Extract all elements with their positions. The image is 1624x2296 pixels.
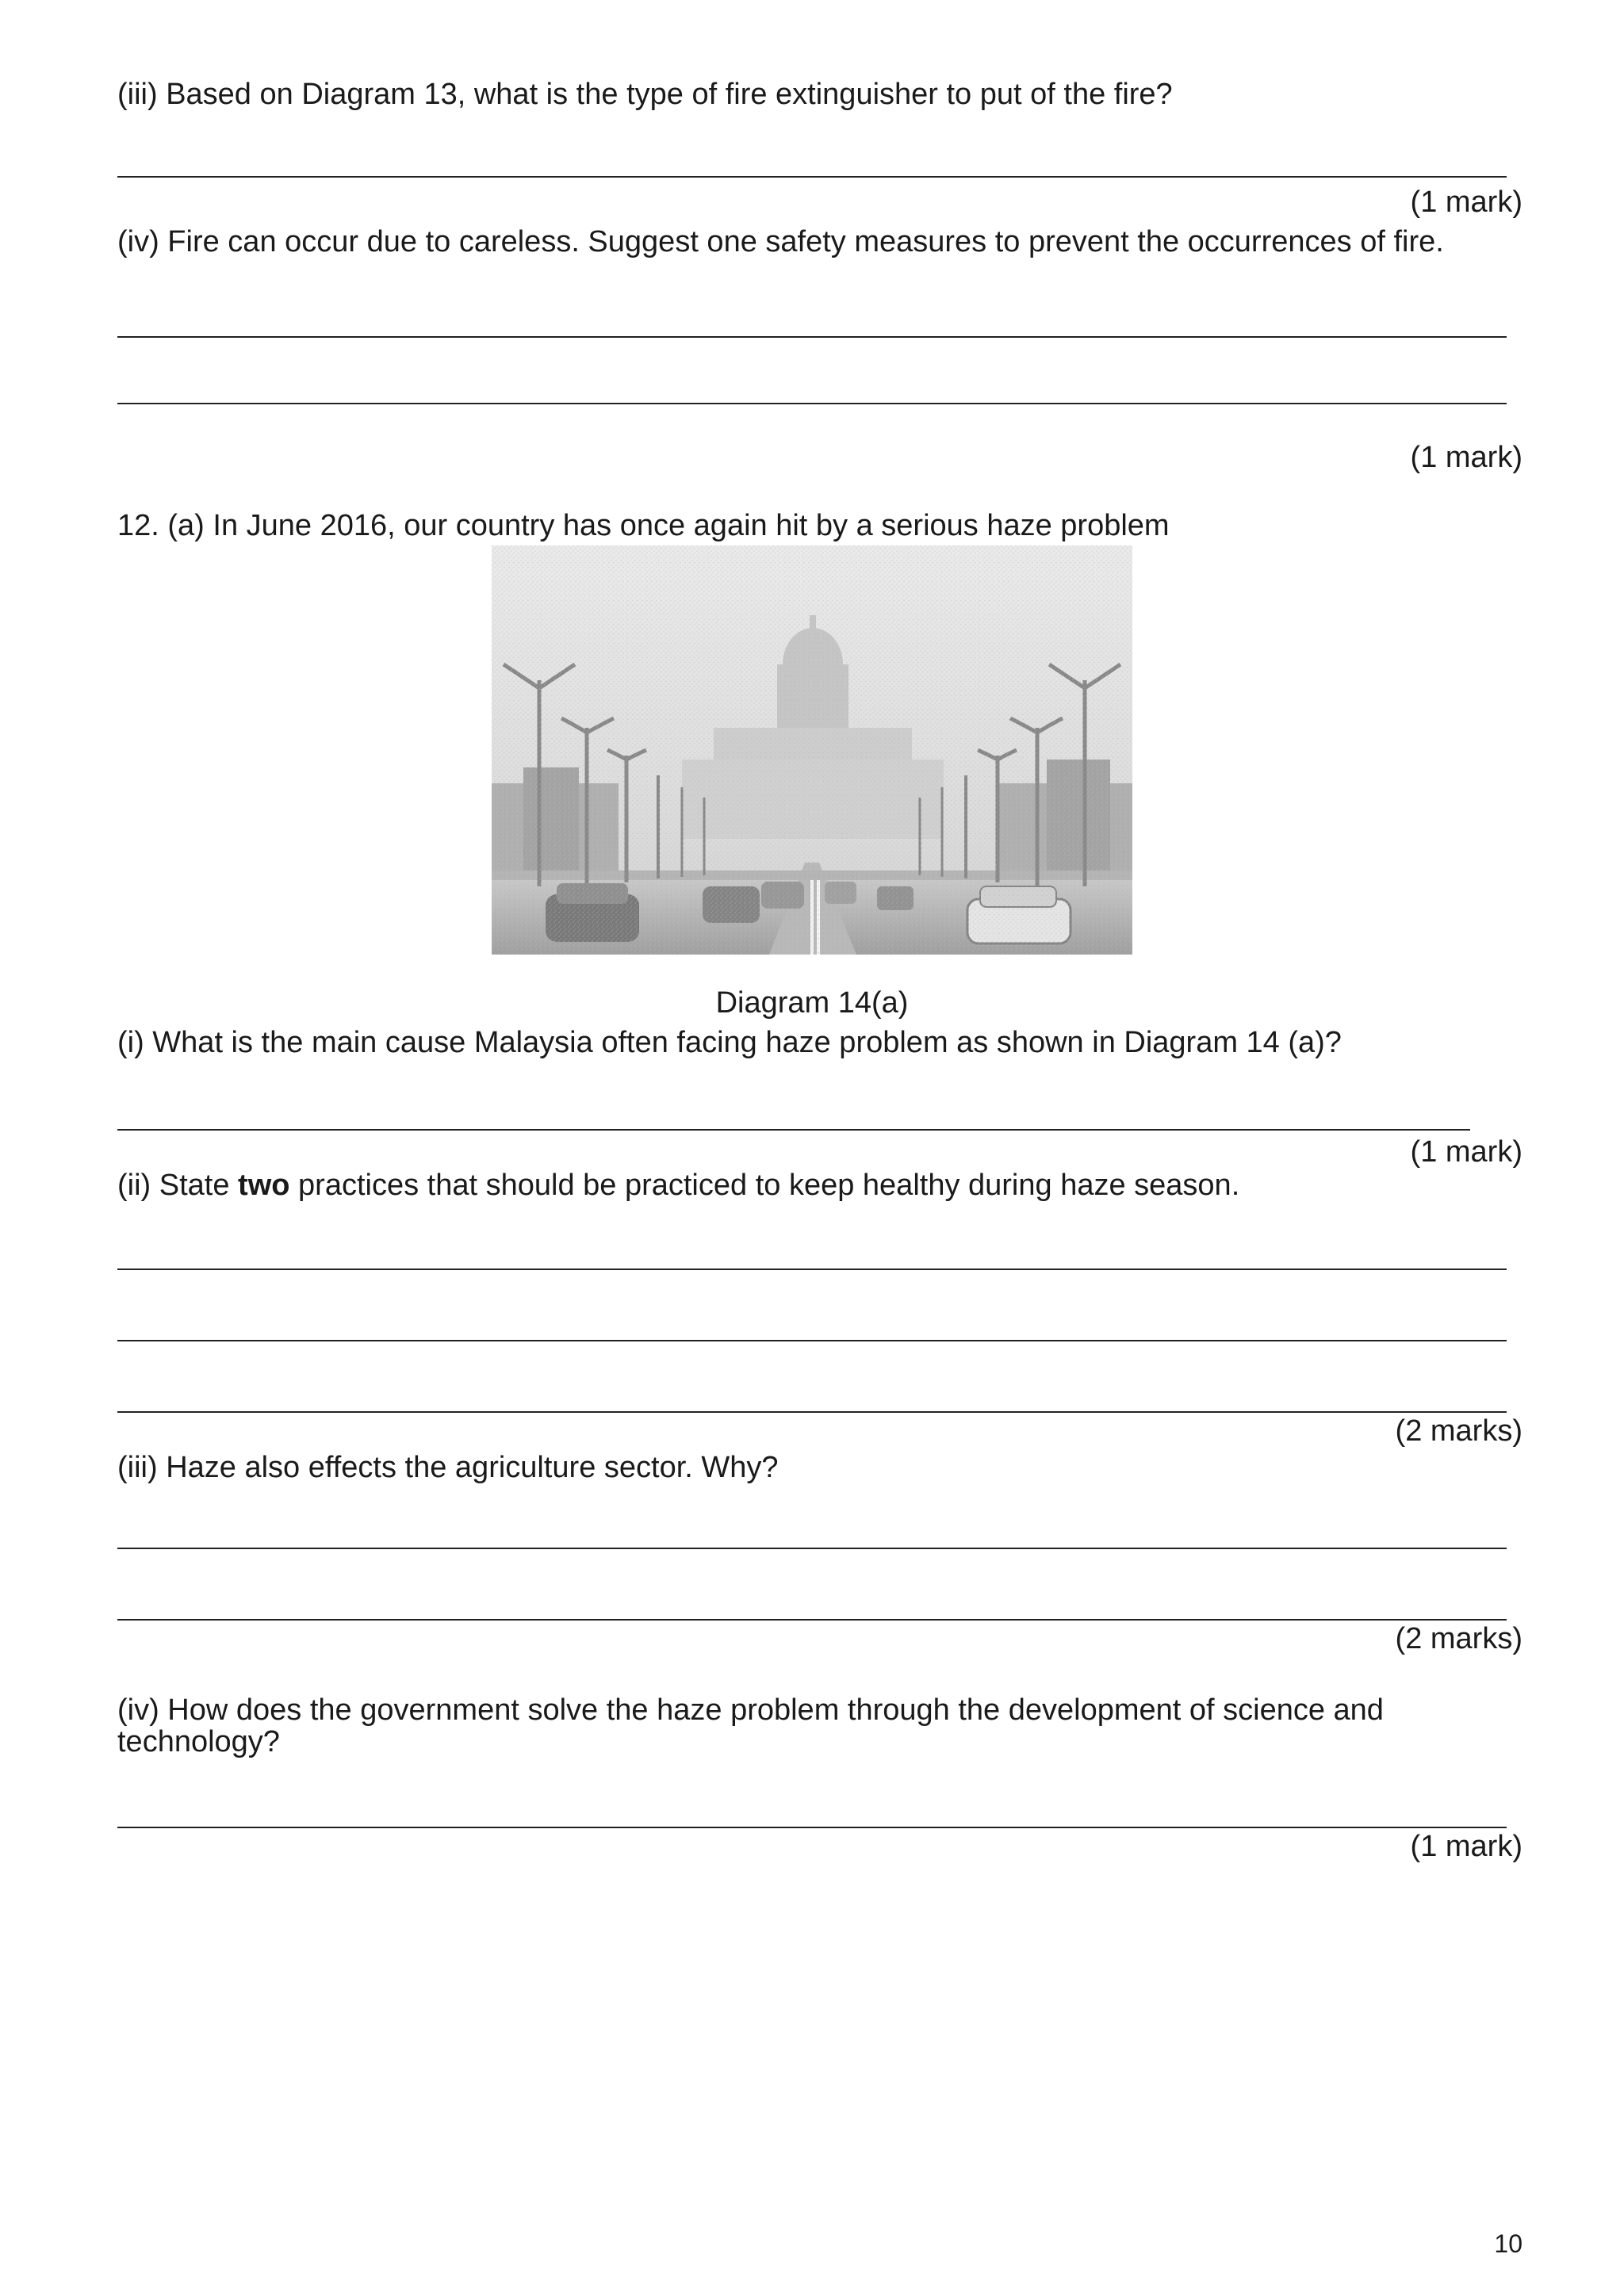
question-12-ii-bold: two [238, 1169, 290, 1202]
mark-label: (1 mark) [1410, 441, 1522, 474]
question-12-i: (i) What is the main cause Malaysia often facing haze problem as shown in Diagram 14 (a)? [117, 1026, 1342, 1059]
answer-line[interactable] [117, 1827, 1507, 1828]
answer-line[interactable] [117, 1269, 1507, 1270]
mark-label: (1 mark) [1410, 1830, 1522, 1863]
answer-line[interactable] [117, 1129, 1470, 1131]
answer-line[interactable] [117, 403, 1507, 404]
question-12-iv-line2: technology? [117, 1725, 280, 1758]
question-11-iv: (iv) Fire can occur due to careless. Suggest one safety measures to prevent the occurrences of fire. [117, 225, 1444, 258]
answer-line[interactable] [117, 336, 1507, 338]
question-12a-intro: 12. (a) In June 2016, our country has once again hit by a serious haze problem [117, 509, 1170, 542]
mark-label: (2 marks) [1395, 1622, 1522, 1655]
mark-label: (2 marks) [1395, 1414, 1522, 1448]
question-12-iii: (iii) Haze also effects the agriculture sector. Why? [117, 1451, 779, 1484]
answer-line[interactable] [117, 1340, 1507, 1341]
answer-line[interactable] [117, 1411, 1507, 1413]
question-11-iii: (iii) Based on Diagram 13, what is the type of fire extinguisher to put of the fire? [117, 78, 1173, 111]
question-12-iv-line1: (iv) How does the government solve the haze problem through the development of science and [117, 1693, 1384, 1727]
question-12-ii [117, 1167, 1239, 1203]
mark-label: (1 mark) [1410, 186, 1522, 219]
mark-label: (1 mark) [1410, 1135, 1522, 1169]
answer-line[interactable] [117, 1619, 1507, 1621]
diagram-caption: Diagram 14(a) [715, 986, 909, 1020]
answer-line[interactable] [117, 1548, 1507, 1549]
haze-road-photo [492, 545, 1132, 955]
question-12-ii-prefix: (ii) State [117, 1169, 239, 1202]
page-number: 10 [1494, 2229, 1522, 2258]
question-12-ii-suffix: practices that should be practiced to keep healthy during haze season. [289, 1169, 1240, 1202]
answer-line[interactable] [117, 176, 1507, 178]
